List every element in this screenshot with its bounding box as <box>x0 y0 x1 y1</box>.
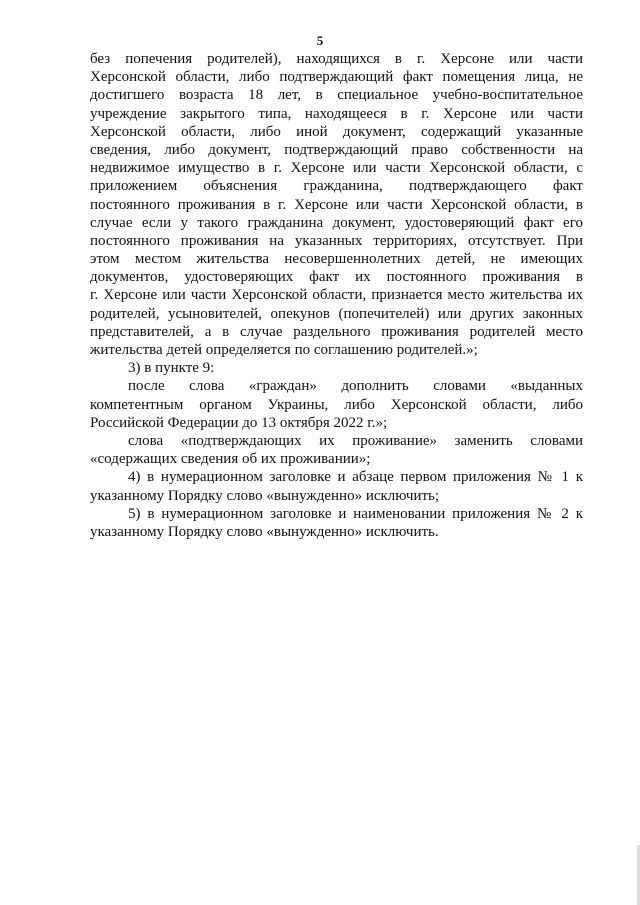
text-line: этом местом жительства несовершеннолетних детей, не имеющих <box>90 251 583 268</box>
paragraph-item-3-replacement <box>90 432 583 468</box>
text-line: постоянного проживания на указанных территориях, отсутствует. При <box>90 232 583 249</box>
text-line: без попечения родителей), находящихся в г. Херсоне или части <box>90 51 583 67</box>
text-line: 4) в нумерационном заголовке и абзаце первом приложения № 1 к <box>128 469 583 486</box>
text-line: после слова «граждан» дополнить словами «выданных <box>128 378 583 395</box>
text-line: г. Херсоне или части Херсонской области, признается место жительства их <box>90 287 583 304</box>
text-line: приложением объяснения гражданина, подтверждающего факт <box>90 178 583 195</box>
text-line: достигшего возраста 18 лет, в специальное учебно-воспитательное <box>90 87 583 104</box>
text-line: постоянного проживания в г. Херсоне или части Херсонской области, в <box>90 196 583 213</box>
text-line: 5) в нумерационном заголовке и наименовании приложения № 2 к <box>128 505 583 522</box>
text-line: «содержащих сведения об их проживании»; <box>90 451 371 468</box>
text-line: указанному Порядку слово «вынужденно» исключить. <box>90 523 439 540</box>
text-line: жительства детей определяется по соглашению родителей.»; <box>90 342 478 358</box>
text-line: недвижимое имущество в г. Херсоне или части Херсонской области, с <box>90 160 583 177</box>
text-line: представителей, а в случае раздельного проживания родителей место <box>90 323 583 340</box>
text-line: Российской Федерации до 13 октября 2022 г.»; <box>90 414 388 431</box>
text-line: указанному Порядку слово «вынужденно» исключить; <box>90 487 440 504</box>
text-line: сведения, либо документ, подтверждающий право собственности на <box>90 141 583 158</box>
page-number: 5 <box>316 33 324 48</box>
text-line: 3) в пункте 9: <box>128 360 215 377</box>
text-line: Херсонской области, либо подтверждающий факт помещения лица, не <box>90 69 583 86</box>
text-line: документов, удостоверяющих факт их постоянного проживания в <box>90 269 583 286</box>
paragraph-item-3-addition <box>90 377 583 432</box>
paragraph-item-4 <box>90 468 583 504</box>
text-line: случае если у такого гражданина документ, удостоверяющий факт его <box>90 214 583 231</box>
text-line: слова «подтверждающих их проживание» заменить словами <box>128 432 583 449</box>
paragraph-item-3 <box>90 359 583 377</box>
document-body <box>90 50 583 541</box>
paragraph-item-5 <box>90 505 583 541</box>
text-line: учреждение закрытого типа, находящееся в г. Херсоне или части <box>90 105 583 122</box>
paragraph-continuation <box>90 50 583 359</box>
text-line: компетентным органом Украины, либо Херсонской области, либо <box>90 396 583 413</box>
text-line: Херсонской области, либо иной документ, содержащий указанные <box>90 123 583 140</box>
text-line: родителей, усыновителей, опекунов (попечителей) или других законных <box>90 305 583 322</box>
